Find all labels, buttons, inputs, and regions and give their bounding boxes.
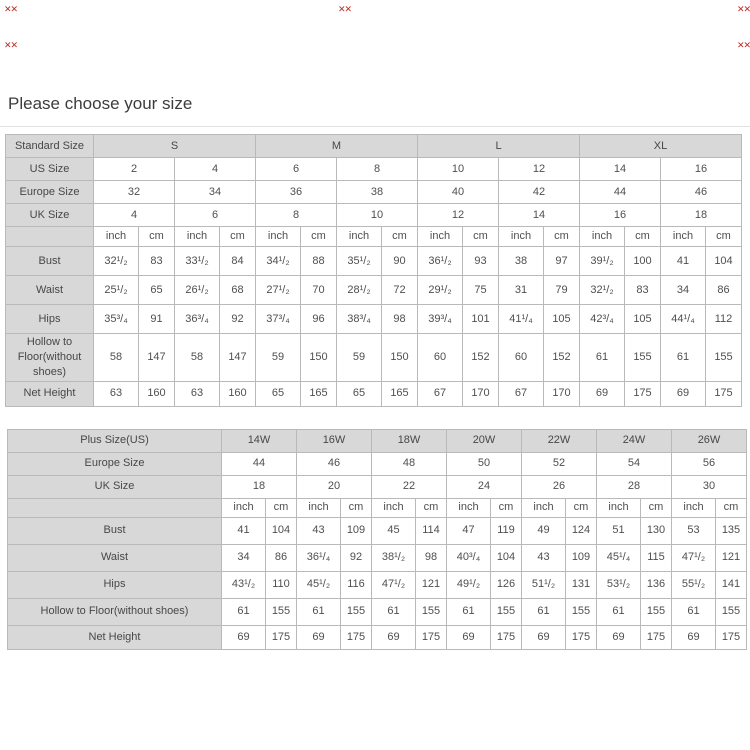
size-table — [5, 134, 742, 407]
measure-value-cell: 90 — [382, 247, 418, 276]
measure-value-cell: 36³/₄ — [175, 305, 220, 334]
size-value-cell: 8 — [337, 158, 418, 181]
size-value-cell: 54 — [597, 452, 672, 475]
measure-value-cell: 152 — [544, 334, 580, 382]
measure-value-cell: 155 — [491, 598, 522, 625]
measure-value-cell: 61 — [447, 598, 491, 625]
measure-row — [8, 544, 747, 571]
size-value-cell: 46 — [661, 181, 742, 204]
size-value-cell: 18W — [372, 429, 447, 452]
size-value-cell: 10 — [418, 158, 499, 181]
measure-value-cell: 147 — [220, 334, 256, 382]
measure-value-cell: 59 — [337, 334, 382, 382]
size-value-cell: 34 — [175, 181, 256, 204]
measure-value-cell: 65 — [337, 381, 382, 406]
row-label: Europe Size — [8, 452, 222, 475]
measure-row — [8, 625, 747, 649]
measure-value-cell: 83 — [139, 247, 175, 276]
size-value-cell: 16 — [661, 158, 742, 181]
measure-value-cell: 43 — [522, 544, 566, 571]
measure-value-cell: 175 — [625, 381, 661, 406]
measure-value-cell: 155 — [566, 598, 597, 625]
measure-value-cell: 60 — [418, 334, 463, 382]
row-label: Hips — [8, 571, 222, 598]
measure-value-cell: 155 — [341, 598, 372, 625]
measure-value-cell: 165 — [301, 381, 337, 406]
unit-inch-cell: inch — [672, 498, 716, 517]
broken-image-icon: ✕✕ — [4, 4, 18, 14]
measure-value-cell: 34 — [661, 276, 706, 305]
measure-value-cell: 25¹/₂ — [94, 276, 139, 305]
unit-inch-cell: inch — [256, 227, 301, 247]
measure-value-cell: 32¹/₂ — [580, 276, 625, 305]
unit-inch-cell: inch — [372, 498, 416, 517]
measure-value-cell: 49¹/₂ — [447, 571, 491, 598]
size-table — [7, 429, 747, 650]
row-label: Standard Size — [6, 135, 94, 158]
unit-inch-cell: inch — [499, 227, 544, 247]
measure-row — [8, 598, 747, 625]
unit-cm-cell: cm — [341, 498, 372, 517]
unit-cm-cell: cm — [625, 227, 661, 247]
measure-value-cell: 175 — [641, 625, 672, 649]
row-label: Hollow to Floor(without shoes) — [6, 334, 94, 382]
measure-value-cell: 47¹/₂ — [672, 544, 716, 571]
size-value-cell: 20 — [297, 475, 372, 498]
measure-value-cell: 38³/₄ — [337, 305, 382, 334]
measure-value-cell: 69 — [372, 625, 416, 649]
row-label: Bust — [6, 247, 94, 276]
row-label: Hips — [6, 305, 94, 334]
measure-value-cell: 70 — [301, 276, 337, 305]
measure-value-cell: 42³/₄ — [580, 305, 625, 334]
measure-value-cell: 105 — [544, 305, 580, 334]
measure-row — [6, 305, 742, 334]
measure-value-cell: 69 — [297, 625, 341, 649]
header-row — [6, 181, 742, 204]
size-value-cell: 6 — [175, 204, 256, 227]
measure-value-cell: 175 — [341, 625, 372, 649]
measure-value-cell: 141 — [716, 571, 747, 598]
broken-image-icon: ✕✕ — [737, 4, 750, 14]
measure-value-cell: 92 — [220, 305, 256, 334]
size-value-cell: 42 — [499, 181, 580, 204]
measure-value-cell: 45 — [372, 517, 416, 544]
unit-inch-cell: inch — [94, 227, 139, 247]
measure-value-cell: 165 — [382, 381, 418, 406]
measure-value-cell: 86 — [266, 544, 297, 571]
broken-image-icon: ✕✕ — [4, 40, 18, 50]
measure-value-cell: 61 — [372, 598, 416, 625]
unit-cm-cell: cm — [382, 227, 418, 247]
measure-value-cell: 170 — [463, 381, 499, 406]
row-label: Plus Size(US) — [8, 429, 222, 452]
size-value-cell: 32 — [94, 181, 175, 204]
measure-value-cell: 26¹/₂ — [175, 276, 220, 305]
size-value-cell: M — [256, 135, 418, 158]
unit-inch-cell: inch — [418, 227, 463, 247]
row-label: Net Height — [6, 381, 94, 406]
measure-value-cell: 100 — [625, 247, 661, 276]
measure-value-cell: 41 — [222, 517, 266, 544]
measure-value-cell: 97 — [544, 247, 580, 276]
unit-inch-cell: inch — [597, 498, 641, 517]
measure-value-cell: 91 — [139, 305, 175, 334]
size-value-cell: 18 — [222, 475, 297, 498]
measure-value-cell: 61 — [222, 598, 266, 625]
size-value-cell: 16 — [580, 204, 661, 227]
measure-value-cell: 101 — [463, 305, 499, 334]
measure-value-cell: 75 — [463, 276, 499, 305]
measure-value-cell: 116 — [341, 571, 372, 598]
header-row — [6, 158, 742, 181]
unit-cm-cell: cm — [544, 227, 580, 247]
measure-value-cell: 104 — [266, 517, 297, 544]
size-value-cell: 26 — [522, 475, 597, 498]
broken-image-icon: ✕✕ — [338, 4, 352, 14]
size-value-cell: 24W — [597, 429, 672, 452]
size-value-cell: 46 — [297, 452, 372, 475]
measure-value-cell: 175 — [266, 625, 297, 649]
measure-value-cell: 150 — [301, 334, 337, 382]
size-value-cell: 28 — [597, 475, 672, 498]
measure-value-cell: 69 — [672, 625, 716, 649]
size-value-cell: 14 — [499, 204, 580, 227]
unit-inch-cell: inch — [222, 498, 266, 517]
row-label: Waist — [8, 544, 222, 571]
size-value-cell: 18 — [661, 204, 742, 227]
measure-value-cell: 130 — [641, 517, 672, 544]
size-value-cell: 48 — [372, 452, 447, 475]
measure-value-cell: 96 — [301, 305, 337, 334]
units-row — [6, 227, 742, 247]
size-value-cell: 4 — [94, 204, 175, 227]
unit-inch-cell: inch — [337, 227, 382, 247]
measure-value-cell: 69 — [522, 625, 566, 649]
measure-value-cell: 84 — [220, 247, 256, 276]
measure-value-cell: 45¹/₂ — [297, 571, 341, 598]
row-label: Hollow to Floor(without shoes) — [8, 598, 222, 625]
unit-cm-cell: cm — [416, 498, 447, 517]
plus-size-table — [7, 429, 750, 650]
measure-row — [6, 381, 742, 406]
size-value-cell: L — [418, 135, 580, 158]
measure-value-cell: 44¹/₄ — [661, 305, 706, 334]
unit-cm-cell: cm — [706, 227, 742, 247]
measure-value-cell: 61 — [597, 598, 641, 625]
header-row — [8, 452, 747, 475]
measure-value-cell: 155 — [706, 334, 742, 382]
size-value-cell: 38 — [337, 181, 418, 204]
measure-value-cell: 32¹/₂ — [94, 247, 139, 276]
row-label: Waist — [6, 276, 94, 305]
header-row — [8, 429, 747, 452]
measure-value-cell: 29¹/₂ — [418, 276, 463, 305]
measure-value-cell: 61 — [522, 598, 566, 625]
measure-value-cell: 104 — [706, 247, 742, 276]
unit-cm-cell: cm — [716, 498, 747, 517]
measure-value-cell: 131 — [566, 571, 597, 598]
measure-value-cell: 155 — [266, 598, 297, 625]
measure-value-cell: 47¹/₂ — [372, 571, 416, 598]
measure-value-cell: 59 — [256, 334, 301, 382]
measure-value-cell: 36¹/₂ — [418, 247, 463, 276]
row-label: Europe Size — [6, 181, 94, 204]
size-value-cell: 26W — [672, 429, 747, 452]
measure-value-cell: 112 — [706, 305, 742, 334]
row-label — [6, 227, 94, 247]
measure-value-cell: 41 — [661, 247, 706, 276]
measure-value-cell: 67 — [418, 381, 463, 406]
unit-cm-cell: cm — [266, 498, 297, 517]
standard-size-table — [5, 134, 750, 407]
measure-row — [6, 276, 742, 305]
measure-value-cell: 65 — [139, 276, 175, 305]
size-value-cell: 2 — [94, 158, 175, 181]
measure-value-cell: 38¹/₂ — [372, 544, 416, 571]
size-value-cell: XL — [580, 135, 742, 158]
measure-value-cell: 88 — [301, 247, 337, 276]
size-value-cell: 8 — [256, 204, 337, 227]
measure-value-cell: 65 — [256, 381, 301, 406]
measure-value-cell: 98 — [382, 305, 418, 334]
size-value-cell: 12 — [418, 204, 499, 227]
row-label: Bust — [8, 517, 222, 544]
measure-value-cell: 38 — [499, 247, 544, 276]
measure-value-cell: 152 — [463, 334, 499, 382]
unit-cm-cell: cm — [641, 498, 672, 517]
measure-value-cell: 160 — [220, 381, 256, 406]
size-value-cell: 44 — [580, 181, 661, 204]
measure-value-cell: 41¹/₄ — [499, 305, 544, 334]
measure-value-cell: 124 — [566, 517, 597, 544]
measure-value-cell: 37³/₄ — [256, 305, 301, 334]
size-value-cell: 22W — [522, 429, 597, 452]
size-value-cell: 6 — [256, 158, 337, 181]
measure-value-cell: 155 — [416, 598, 447, 625]
unit-inch-cell: inch — [297, 498, 341, 517]
measure-value-cell: 43¹/₂ — [222, 571, 266, 598]
measure-value-cell: 150 — [382, 334, 418, 382]
measure-value-cell: 60 — [499, 334, 544, 382]
page-title: Please choose your size — [8, 94, 193, 113]
measure-row — [8, 571, 747, 598]
unit-inch-cell: inch — [661, 227, 706, 247]
measure-value-cell: 61 — [580, 334, 625, 382]
measure-row — [6, 247, 742, 276]
header-row — [8, 475, 747, 498]
measure-value-cell: 69 — [580, 381, 625, 406]
measure-value-cell: 43 — [297, 517, 341, 544]
units-row — [8, 498, 747, 517]
size-value-cell: 16W — [297, 429, 372, 452]
unit-cm-cell: cm — [220, 227, 256, 247]
unit-cm-cell: cm — [463, 227, 499, 247]
row-label: UK Size — [8, 475, 222, 498]
measure-value-cell: 175 — [566, 625, 597, 649]
measure-value-cell: 45¹/₄ — [597, 544, 641, 571]
measure-value-cell: 39¹/₂ — [580, 247, 625, 276]
header-row — [6, 135, 742, 158]
measure-value-cell: 160 — [139, 381, 175, 406]
measure-value-cell: 126 — [491, 571, 522, 598]
measure-value-cell: 155 — [641, 598, 672, 625]
measure-value-cell: 36¹/₄ — [297, 544, 341, 571]
measure-value-cell: 105 — [625, 305, 661, 334]
size-value-cell: 50 — [447, 452, 522, 475]
measure-value-cell: 92 — [341, 544, 372, 571]
measure-value-cell: 51¹/₂ — [522, 571, 566, 598]
size-value-cell: 56 — [672, 452, 747, 475]
measure-row — [6, 334, 742, 382]
measure-value-cell: 58 — [94, 334, 139, 382]
measure-value-cell: 40³/₄ — [447, 544, 491, 571]
measure-value-cell: 147 — [139, 334, 175, 382]
measure-value-cell: 51 — [597, 517, 641, 544]
measure-value-cell: 98 — [416, 544, 447, 571]
size-value-cell: S — [94, 135, 256, 158]
measure-value-cell: 114 — [416, 517, 447, 544]
measure-value-cell: 33¹/₂ — [175, 247, 220, 276]
measure-value-cell: 121 — [416, 571, 447, 598]
measure-value-cell: 69 — [222, 625, 266, 649]
unit-cm-cell: cm — [301, 227, 337, 247]
size-value-cell: 24 — [447, 475, 522, 498]
measure-value-cell: 110 — [266, 571, 297, 598]
measure-value-cell: 39³/₄ — [418, 305, 463, 334]
measure-value-cell: 61 — [672, 598, 716, 625]
size-value-cell: 30 — [672, 475, 747, 498]
measure-value-cell: 86 — [706, 276, 742, 305]
measure-value-cell: 68 — [220, 276, 256, 305]
size-value-cell: 12 — [499, 158, 580, 181]
measure-value-cell: 170 — [544, 381, 580, 406]
measure-value-cell: 175 — [716, 625, 747, 649]
size-value-cell: 52 — [522, 452, 597, 475]
title-divider — [0, 126, 750, 127]
measure-row — [8, 517, 747, 544]
measure-value-cell: 119 — [491, 517, 522, 544]
size-value-cell: 36 — [256, 181, 337, 204]
measure-value-cell: 79 — [544, 276, 580, 305]
measure-value-cell: 34¹/₂ — [256, 247, 301, 276]
unit-inch-cell: inch — [175, 227, 220, 247]
measure-value-cell: 61 — [661, 334, 706, 382]
measure-value-cell: 109 — [566, 544, 597, 571]
size-value-cell: 44 — [222, 452, 297, 475]
measure-value-cell: 34 — [222, 544, 266, 571]
measure-value-cell: 69 — [447, 625, 491, 649]
measure-value-cell: 175 — [706, 381, 742, 406]
measure-value-cell: 67 — [499, 381, 544, 406]
measure-value-cell: 47 — [447, 517, 491, 544]
measure-value-cell: 136 — [641, 571, 672, 598]
measure-value-cell: 35³/₄ — [94, 305, 139, 334]
measure-value-cell: 93 — [463, 247, 499, 276]
measure-value-cell: 63 — [175, 381, 220, 406]
row-label — [8, 498, 222, 517]
measure-value-cell: 49 — [522, 517, 566, 544]
header-row — [6, 204, 742, 227]
measure-value-cell: 175 — [416, 625, 447, 649]
row-label: US Size — [6, 158, 94, 181]
measure-value-cell: 104 — [491, 544, 522, 571]
measure-value-cell: 58 — [175, 334, 220, 382]
broken-image-icon: ✕✕ — [737, 40, 750, 50]
unit-inch-cell: inch — [580, 227, 625, 247]
measure-value-cell: 61 — [297, 598, 341, 625]
measure-value-cell: 27¹/₂ — [256, 276, 301, 305]
unit-inch-cell: inch — [522, 498, 566, 517]
measure-value-cell: 155 — [716, 598, 747, 625]
size-value-cell: 40 — [418, 181, 499, 204]
measure-value-cell: 28¹/₂ — [337, 276, 382, 305]
unit-cm-cell: cm — [566, 498, 597, 517]
unit-cm-cell: cm — [491, 498, 522, 517]
measure-value-cell: 31 — [499, 276, 544, 305]
measure-value-cell: 72 — [382, 276, 418, 305]
measure-value-cell: 83 — [625, 276, 661, 305]
measure-value-cell: 175 — [491, 625, 522, 649]
size-value-cell: 22 — [372, 475, 447, 498]
measure-value-cell: 155 — [625, 334, 661, 382]
size-value-cell: 20W — [447, 429, 522, 452]
size-value-cell: 14W — [222, 429, 297, 452]
measure-value-cell: 53 — [672, 517, 716, 544]
row-label: UK Size — [6, 204, 94, 227]
size-value-cell: 10 — [337, 204, 418, 227]
unit-inch-cell: inch — [447, 498, 491, 517]
unit-cm-cell: cm — [139, 227, 175, 247]
measure-value-cell: 69 — [661, 381, 706, 406]
measure-value-cell: 55¹/₂ — [672, 571, 716, 598]
measure-value-cell: 35¹/₂ — [337, 247, 382, 276]
size-value-cell: 14 — [580, 158, 661, 181]
measure-value-cell: 69 — [597, 625, 641, 649]
measure-value-cell: 135 — [716, 517, 747, 544]
measure-value-cell: 109 — [341, 517, 372, 544]
size-value-cell: 4 — [175, 158, 256, 181]
row-label: Net Height — [8, 625, 222, 649]
measure-value-cell: 63 — [94, 381, 139, 406]
measure-value-cell: 121 — [716, 544, 747, 571]
measure-value-cell: 53¹/₂ — [597, 571, 641, 598]
measure-value-cell: 115 — [641, 544, 672, 571]
